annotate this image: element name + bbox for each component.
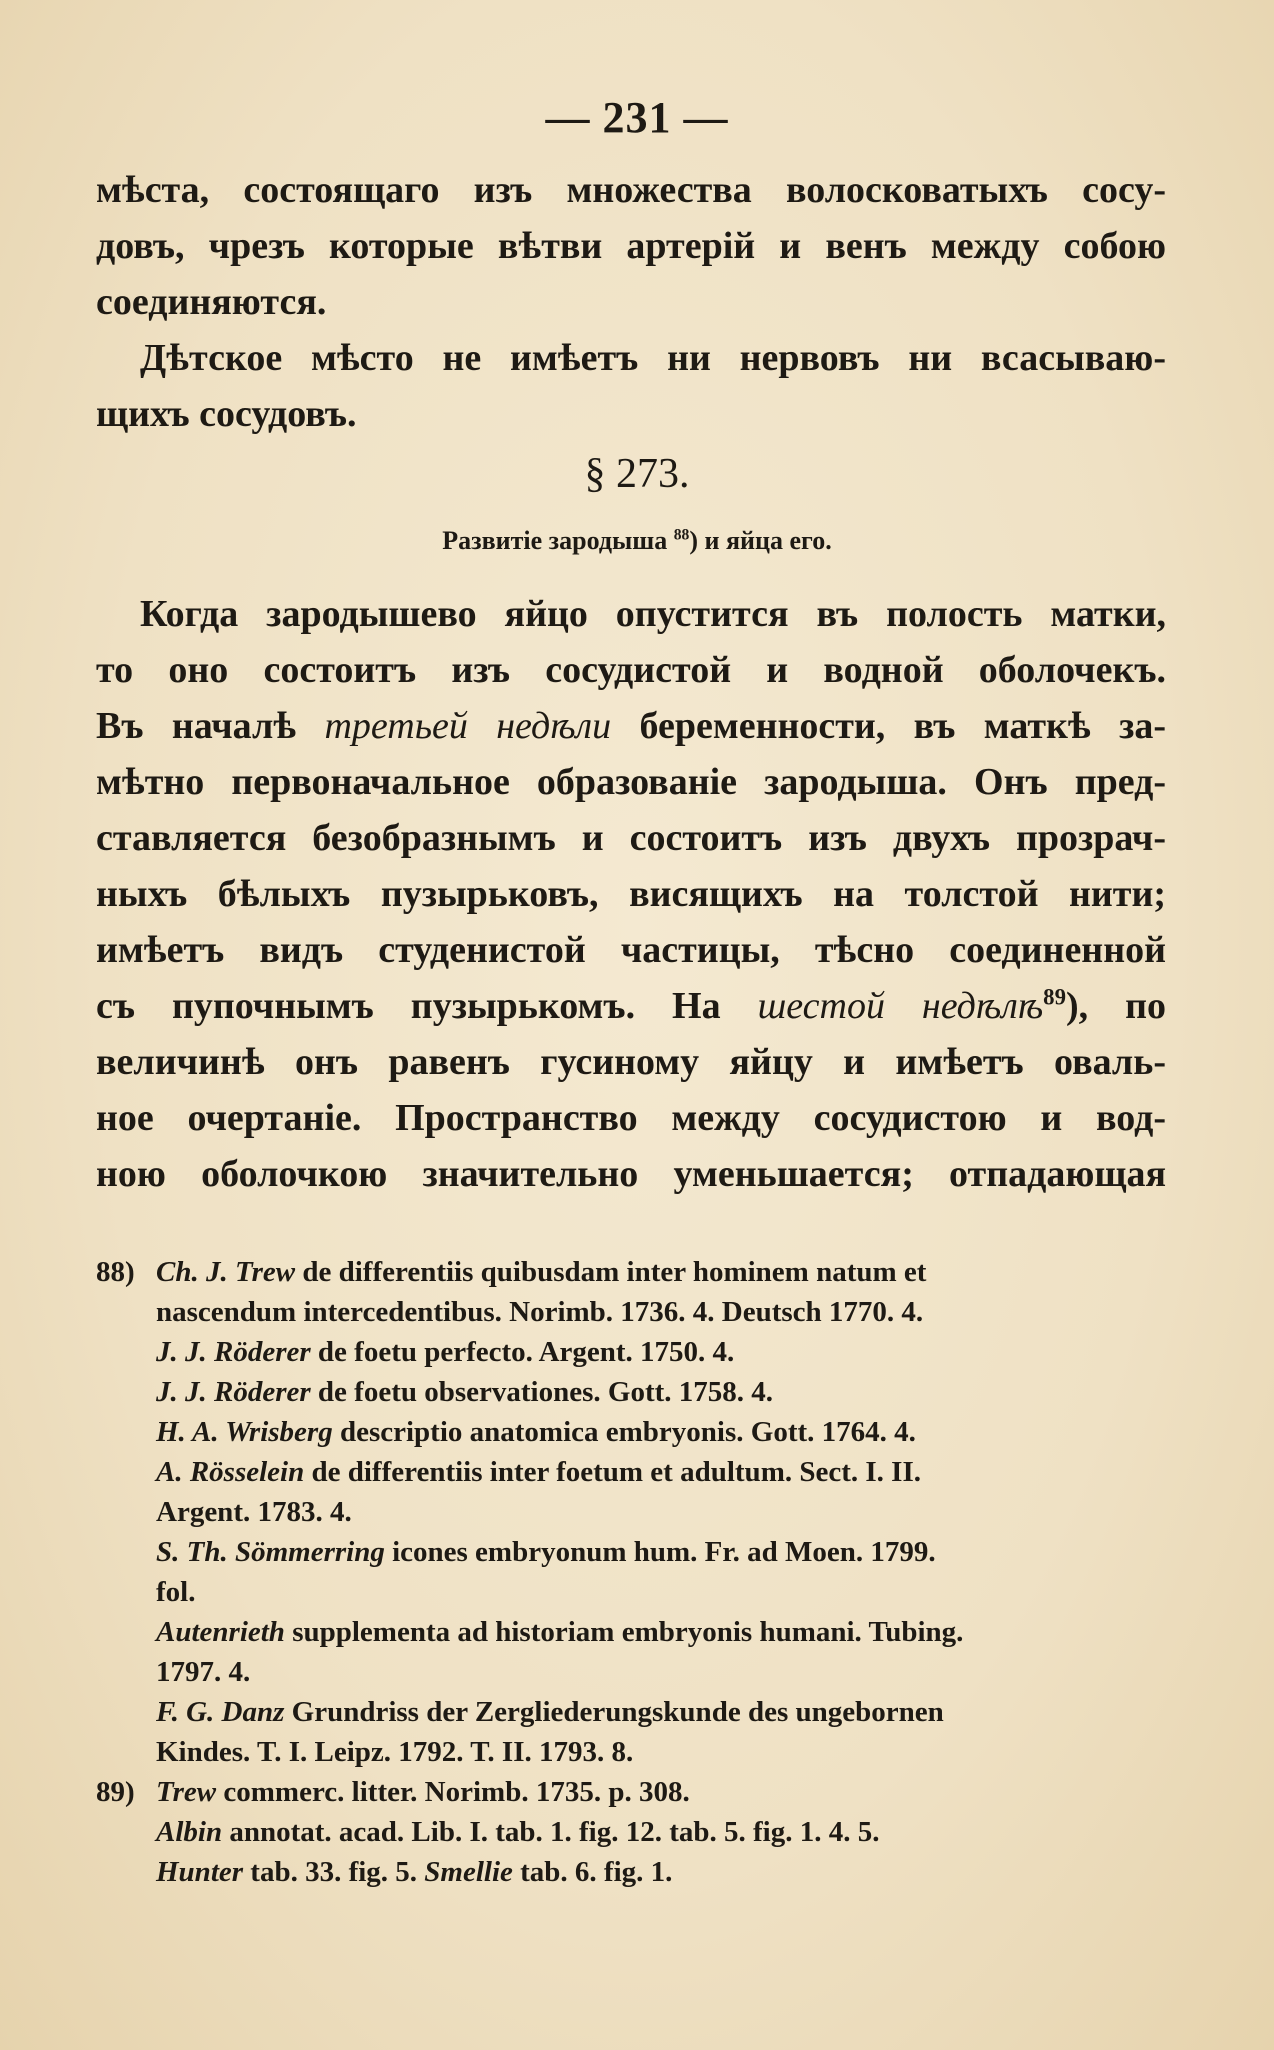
footnote-line: nascendum intercedentibus. Norimb. 1736. 4. Deutsch 1770. 4. [156, 1296, 924, 1328]
author: Trew [156, 1776, 217, 1808]
citation-text: tab. 6. fig. 1. [512, 1856, 673, 1888]
footnote-line [156, 1772, 1168, 1812]
author: A. Rösselein [156, 1456, 305, 1488]
text-line: ставляется безобразнымъ и состоитъ изъ двухъ прозрач- [96, 817, 1166, 859]
citation-text: descriptio anatomica embryonis. Gott. 1764. 4. [332, 1416, 916, 1448]
main-paragraph [96, 586, 1166, 1202]
citation-text: icones embryonum hum. Fr. ad Moen. 1799. [384, 1536, 936, 1568]
text-line: мѣста, состоящаго изъ множества волосковатыхъ сосу- [96, 169, 1166, 211]
page-number: — 231 — [545, 93, 729, 142]
author: Smellie [424, 1856, 513, 1888]
footnote-line: Kindes. T. I. Leipz. 1792. T. II. 1793. 8. [156, 1736, 634, 1768]
citation-text: Grundriss der Zergliederungskunde des ungebornen [284, 1696, 944, 1728]
footnote-line [156, 1252, 1168, 1292]
footnote-line: 1797. 4. [156, 1656, 251, 1688]
footnote-line [156, 1612, 1168, 1652]
citation-text: supplementa ad historiam embryonis humani. Tubing. [284, 1616, 964, 1648]
footnote-line [156, 1812, 1168, 1852]
footnote-line: fol. [156, 1576, 196, 1608]
author: H. A. Wrisberg [156, 1416, 333, 1448]
text-line: Дѣтское мѣсто не имѣетъ ни нервовъ ни всасываю- [140, 337, 1166, 379]
footnote-ref: 88 [673, 526, 690, 544]
text-line: щихъ сосудовъ. [96, 393, 357, 435]
text-line: соединяются. [96, 281, 327, 323]
text-run: беременности, въ маткѣ за- [611, 705, 1166, 747]
section-subheading [0, 526, 1274, 556]
footnote-line [156, 1852, 1168, 1892]
text-line [96, 978, 1166, 1034]
emphasis-text: шестой недѣлѣ [757, 985, 1044, 1027]
footnote-number: 89) [96, 1776, 135, 1808]
section-number: § 273. [584, 451, 690, 497]
footnote-number: 88) [96, 1256, 135, 1288]
author: Hunter [156, 1856, 244, 1888]
paragraph-continuation [96, 162, 1166, 442]
footnote-88 [96, 1252, 1168, 1772]
citation-text: de foetu perfecto. Argent. 1750. 4. [310, 1336, 735, 1368]
text-line: ною оболочкою значительно уменьшается; отпадающая [96, 1153, 1166, 1195]
footnote-line [156, 1532, 1168, 1572]
text-line: Когда зародышево яйцо опустится въ полость матки, [140, 593, 1166, 635]
footnotes [96, 1252, 1168, 1892]
author: J. J. Röderer [156, 1376, 311, 1408]
text-line: то оно состоитъ изъ сосудистой и водной оболочекъ. [96, 649, 1166, 691]
author: F. G. Danz [156, 1696, 285, 1728]
text-line [96, 698, 1166, 754]
footnote-line: Argent. 1783. 4. [156, 1496, 352, 1528]
author: Ch. J. Trew [156, 1256, 296, 1288]
text-line: довъ, чрезъ которые вѣтви артерій и венъ между собою [96, 225, 1166, 267]
citation-text: commerc. litter. Norimb. 1735. p. 308. [216, 1776, 690, 1808]
footnote-line [156, 1452, 1168, 1492]
text-run: съ пупочнымъ пузырькомъ. На [96, 985, 758, 1027]
author: Autenrieth [156, 1616, 285, 1648]
author: J. J. Röderer [156, 1336, 311, 1368]
text-run: ), по [1065, 985, 1166, 1027]
footnote-ref: 89 [1043, 984, 1066, 1010]
subheading-text: ) и яйца его. [689, 526, 832, 555]
subheading-text: Развитіе зародыша [442, 526, 668, 555]
footnote-line [156, 1692, 1168, 1732]
footnote-line [156, 1412, 1168, 1452]
citation-text: de differentiis inter foetum et adultum. Sect. I. II. [304, 1456, 921, 1488]
footnote-line [156, 1332, 1168, 1372]
author: S. Th. Sömmerring [156, 1536, 385, 1568]
citation-text: de foetu observationes. Gott. 1758. 4. [310, 1376, 774, 1408]
text-run: Въ началѣ [96, 705, 325, 747]
footnote-89 [96, 1772, 1168, 1892]
text-line: ное очертаніе. Пространство между сосудистою и вод- [96, 1097, 1166, 1139]
citation-text: annotat. acad. Lib. I. tab. 1. fig. 12. tab. 5. fig. 1. 4. 5. [222, 1816, 880, 1848]
text-line: ныхъ бѣлыхъ пузырьковъ, висящихъ на толстой нити; [96, 873, 1166, 915]
citation-text: de differentiis quibusdam inter hominem natum et [295, 1256, 927, 1288]
text-line: имѣетъ видъ студенистой частицы, тѣсно соединенной [96, 929, 1166, 971]
text-line: величинѣ онъ равенъ гусиному яйцу и имѣетъ оваль- [96, 1041, 1166, 1083]
emphasis-text: третьей недѣли [324, 705, 612, 747]
footnote-line [156, 1372, 1168, 1412]
text-line: мѣтно первоначальное образованіе зародыша. Онъ пред- [96, 761, 1166, 803]
citation-text: tab. 33. fig. 5. [243, 1856, 425, 1888]
author: Albin [156, 1816, 223, 1848]
